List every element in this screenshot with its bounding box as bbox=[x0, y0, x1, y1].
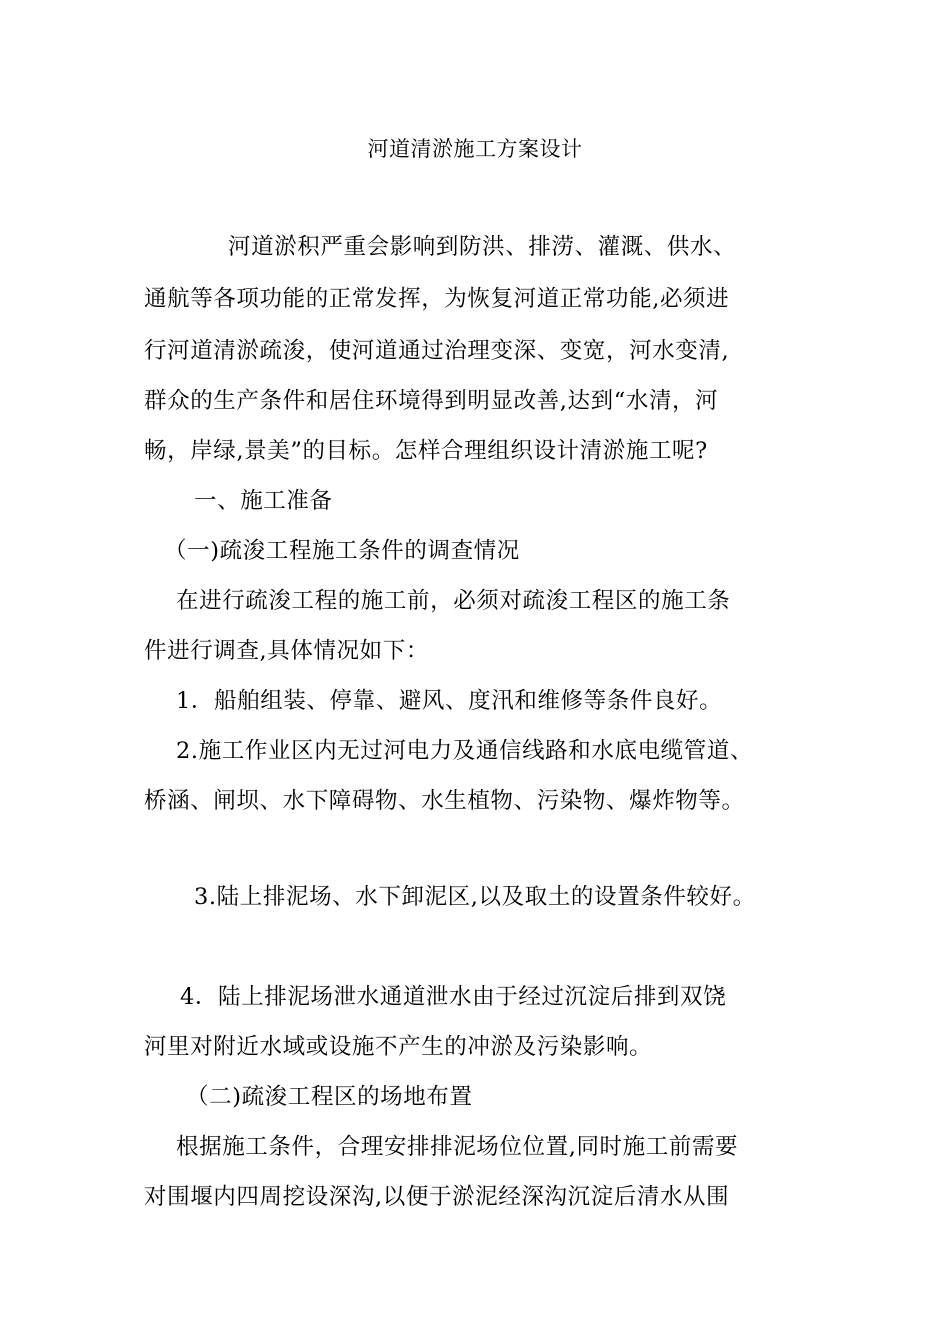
paragraph-line: 行河道清淤疏浚，使河道通过治理变深、变宽，河水变清, bbox=[144, 338, 730, 364]
paragraph-line: 在进行疏浚工程的施工前，必须对疏浚工程区的施工条 bbox=[176, 588, 731, 614]
section-heading: 一、施工准备 bbox=[194, 488, 333, 514]
paragraph-line: 件进行调查,具体情况如下： bbox=[144, 638, 429, 664]
paragraph-line: 畅，岸绿,景美”的目标。怎样合理组织设计清淤施工呢? bbox=[144, 438, 708, 464]
list-item: 2.施工作业区内无过河电力及通信线路和水底电缆管道、 bbox=[176, 738, 754, 764]
list-item-continuation: 桥涵、闸坝、水下障碍物、水生植物、污染物、爆炸物等。 bbox=[144, 788, 745, 814]
document-title: 河道清淤施工方案设计 bbox=[367, 137, 583, 161]
paragraph-line: 群众的生产条件和居住环境得到明显改善,达到“水清，河 bbox=[144, 388, 719, 414]
list-item: 1．船舶组装、停靠、避风、度汛和维修等条件良好。 bbox=[176, 688, 723, 714]
subsection-heading: （二)疏浚工程区的场地布置 bbox=[186, 1084, 473, 1110]
list-item: 3.陆上排泥场、水下卸泥区,以及取土的设置条件较好。 bbox=[194, 884, 756, 910]
paragraph-line: 河道淤积严重会影响到防洪、排涝、灌溉、供水、 bbox=[228, 234, 737, 260]
list-item: 4．陆上排泥场泄水通道泄水由于经过沉淀后排到双饶 bbox=[180, 984, 727, 1010]
paragraph-line: 对围堰内四周挖设深沟,以便于淤泥经深沟沉淀后清水从围 bbox=[144, 1184, 730, 1210]
list-item-continuation: 河里对附近水域或设施不产生的冲淤及污染影响。 bbox=[144, 1034, 653, 1060]
paragraph-line: 根据施工条件，合理安排排泥场位位置,同时施工前需要 bbox=[176, 1134, 739, 1160]
paragraph-line: 通航等各项功能的正常发挥，为恢复河道正常功能,必须进 bbox=[144, 286, 730, 312]
subsection-heading: （一)疏浚工程施工条件的调查情况 bbox=[164, 538, 520, 564]
